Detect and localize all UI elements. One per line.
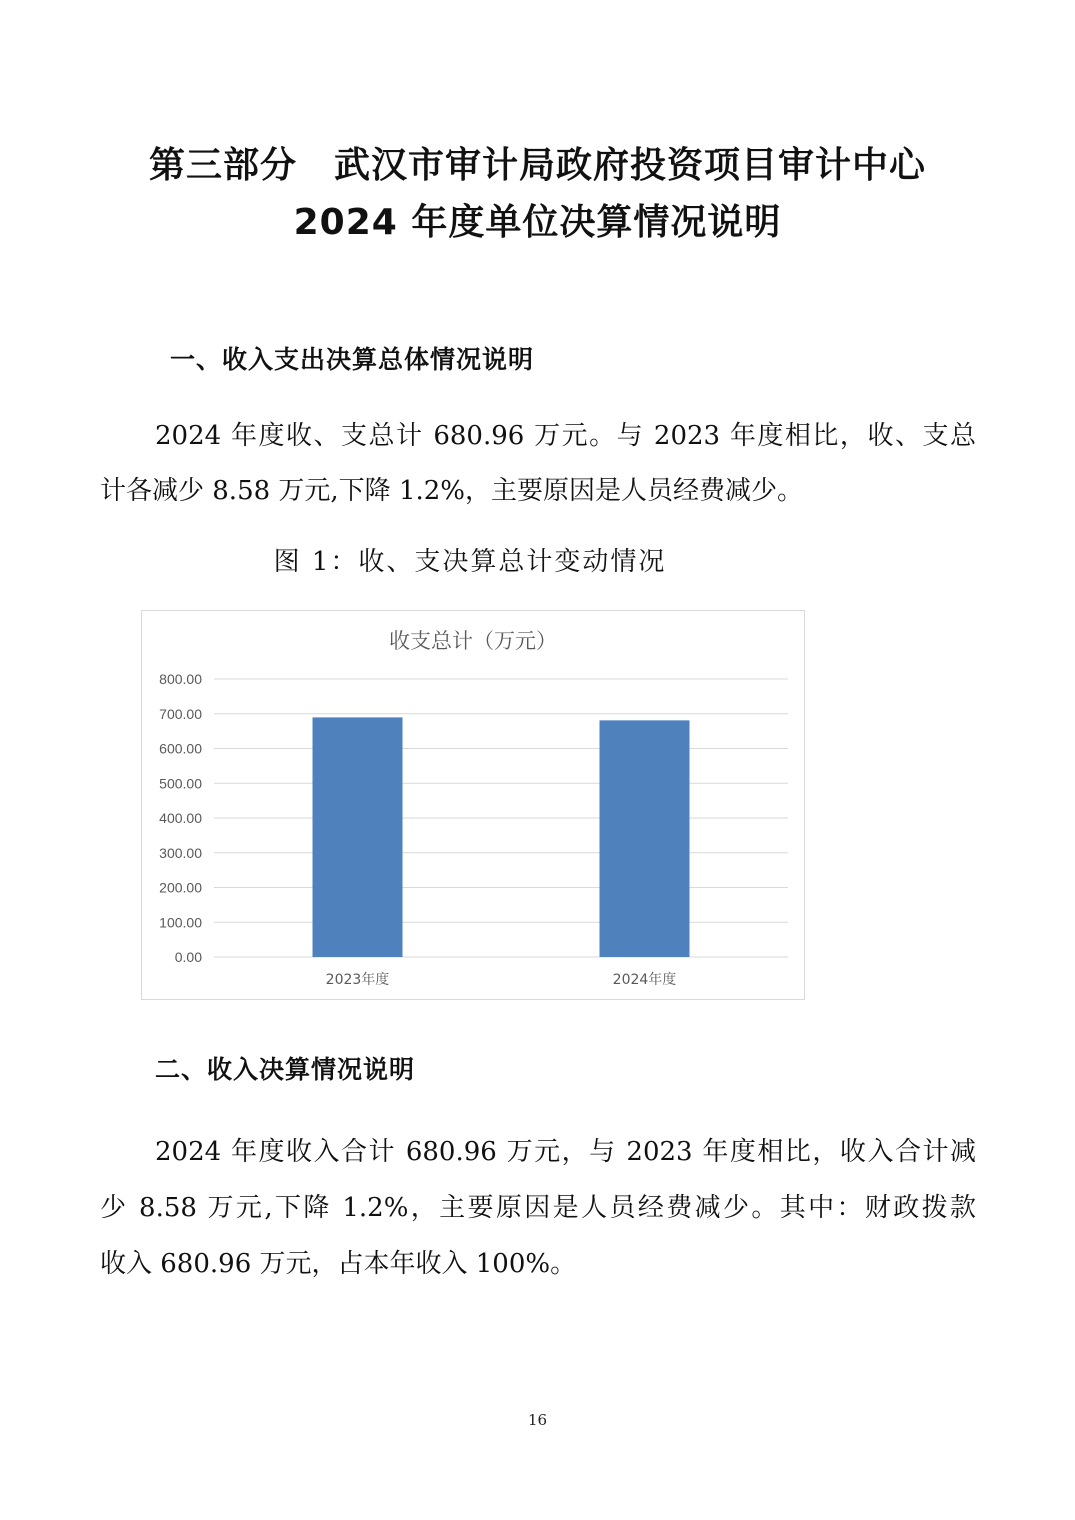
figure-caption: 图 1：收、支决算总计变动情况	[273, 547, 667, 577]
bar-chart	[141, 610, 805, 1000]
y-tick-label: 500.00	[159, 775, 202, 792]
y-tick-label: 400.00	[159, 810, 202, 826]
bar-1	[313, 717, 403, 957]
section-2-heading: 二、收入决算情况说明	[155, 1055, 416, 1084]
page-title-line-1: 第三部分 武汉市审计局政府投资项目审计中心	[148, 145, 926, 186]
x-tick-label: 2024年度	[612, 972, 677, 988]
y-tick-label: 800.00	[159, 671, 202, 687]
chart-bars	[313, 717, 690, 957]
bar-2	[600, 720, 690, 957]
chart-y-tick-labels	[159, 671, 202, 965]
chart-svg	[142, 611, 804, 999]
y-tick-label: 0.00	[174, 949, 202, 965]
section-1-paragraph-line-2: 计各减少 8.58 万元,下降 1.2%，主要原因是人员经费减少。	[100, 476, 804, 506]
section-2-paragraph-line-3: 收入 680.96 万元，占本年收入 100%。	[100, 1249, 577, 1279]
section-2-paragraph-line-2: 少 8.58 万元,下降 1.2%，主要原因是人员经费减少。其中：财政拨款	[100, 1193, 976, 1223]
chart-gridlines	[214, 679, 788, 957]
page-number: 16	[527, 1411, 548, 1429]
y-tick-label: 100.00	[159, 914, 202, 931]
page-title-line-2: 2024 年度单位决算情况说明	[293, 202, 782, 243]
section-1-heading: 一、收入支出决算总体情况说明	[170, 345, 535, 374]
y-tick-label: 200.00	[159, 879, 202, 896]
y-tick-label: 300.00	[159, 844, 202, 861]
section-1-paragraph-line-1: 2024 年度收、支总计 680.96 万元。与 2023 年度相比，收、支总	[155, 421, 976, 451]
y-tick-label: 600.00	[159, 740, 202, 757]
section-2-paragraph-line-1: 2024 年度收入合计 680.96 万元，与 2023 年度相比，收入合计减	[155, 1137, 976, 1167]
chart-title: 收支总计（万元）	[389, 629, 557, 653]
chart-x-tick-labels	[326, 971, 677, 988]
x-tick-label: 2023年度	[325, 972, 390, 988]
y-tick-label: 700.00	[159, 705, 202, 722]
